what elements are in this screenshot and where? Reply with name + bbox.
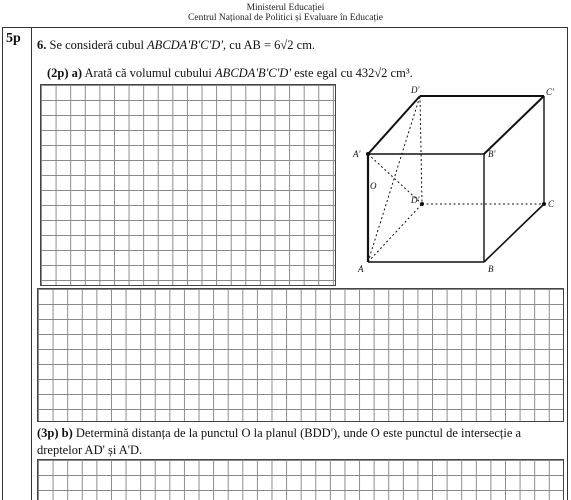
part-a-statement (47, 66, 413, 81)
part-a-score: (2p) a) (47, 66, 83, 80)
label-D: D' (411, 195, 420, 205)
part-a-cube-name: ABCDA'B'C'D' (215, 66, 292, 80)
answer-grid-part-a[interactable] (40, 84, 336, 286)
part-a-text: Arată că volumul cubului (84, 66, 212, 80)
header-ministry: Ministerul Educației (246, 3, 325, 13)
label-O: O (370, 181, 377, 191)
label-B: B (488, 264, 494, 274)
edge-Dp-Ap (368, 96, 420, 154)
label-C-prime: C' (546, 87, 554, 97)
label-B-prime: B' (488, 149, 496, 159)
vertex-dot-C (542, 202, 546, 206)
problem-cube-name: ABCDA'B'C'D' (147, 38, 224, 52)
edge-B-C (484, 204, 544, 262)
label-A: A (358, 264, 364, 274)
problem-intro: Se consideră cubul (49, 38, 144, 52)
edge-Dp-D (420, 96, 422, 204)
problem-number: 6. (37, 38, 47, 52)
part-b-line1: Determină distanța de la punctul O la planul (BDD'), unde O este punctul de intersecție a (75, 426, 522, 440)
cube-figure (338, 82, 568, 278)
header-center: Centrul Național de Politici și Evaluare în Educație (188, 13, 383, 23)
vertex-dot-Ap (366, 152, 370, 156)
edge-Cp-Bp (484, 96, 544, 154)
vertex-dot-D (420, 202, 424, 206)
diag-A-Dp (368, 96, 420, 262)
part-a-text-end: este egal cu 432√2 cm³. (294, 66, 413, 80)
part-b-statement-line2: dreptelor AD' și A'D. (37, 443, 143, 457)
label-A-prime: A' (353, 149, 361, 159)
points-column-separator (31, 27, 32, 500)
frame-left-border (2, 27, 3, 500)
problem-condition: , cu AB = 6√2 cm. (223, 38, 316, 52)
frame-top-border (2, 27, 567, 28)
problem-statement (37, 38, 315, 53)
part-b-score: (3p) b) (37, 426, 73, 440)
label-D-prime: D' (411, 85, 420, 95)
part-b-statement (37, 426, 521, 441)
edge-A-D (368, 204, 422, 262)
answer-grid-part-b[interactable] (37, 459, 564, 500)
points-label: 5p (6, 31, 21, 46)
answer-grid-wide[interactable] (37, 288, 564, 422)
label-C: C (548, 199, 555, 209)
